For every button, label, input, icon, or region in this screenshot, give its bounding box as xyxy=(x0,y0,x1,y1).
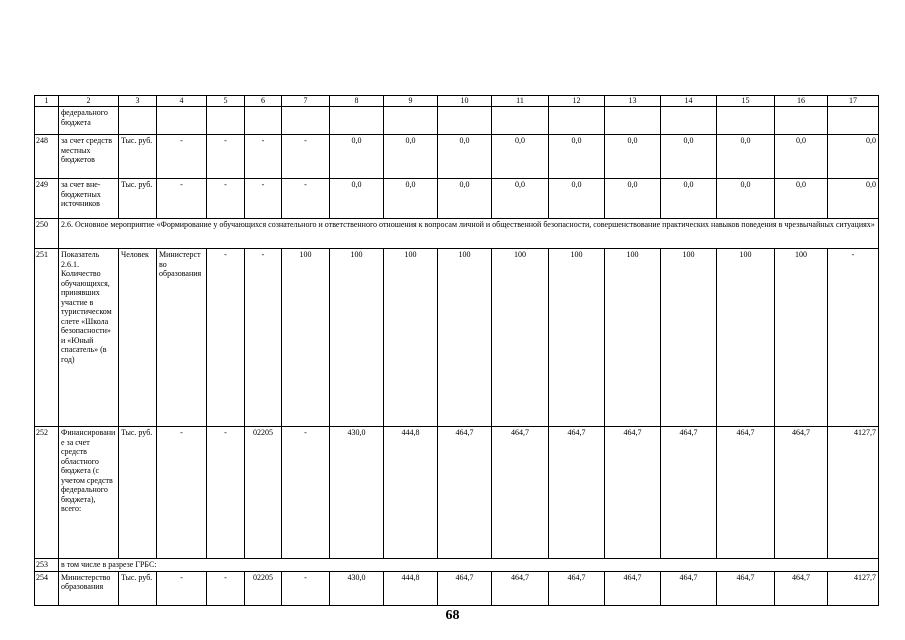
cell: федерального бюджета xyxy=(59,107,119,135)
cell: 0,0 xyxy=(384,135,438,179)
cell xyxy=(492,107,549,135)
cell: Министерство образования xyxy=(59,571,119,605)
section-row xyxy=(35,219,879,249)
cell: 0,0 xyxy=(775,135,828,179)
col-header: 1 xyxy=(35,96,59,107)
table-row xyxy=(35,179,879,219)
cell: 100 xyxy=(717,249,775,427)
cell: 464,7 xyxy=(549,571,605,605)
cell: - xyxy=(282,135,330,179)
cell xyxy=(330,107,384,135)
table-row xyxy=(35,571,879,605)
col-header: 14 xyxy=(661,96,717,107)
cell: 444,8 xyxy=(384,571,438,605)
row-number: 250 xyxy=(35,219,59,249)
col-header: 12 xyxy=(549,96,605,107)
cell: - xyxy=(245,249,282,427)
cell: 0,0 xyxy=(330,135,384,179)
cell: 0,0 xyxy=(438,179,492,219)
cell: - xyxy=(207,179,245,219)
cell: 0,0 xyxy=(661,135,717,179)
cell: за счет вне-бюджетных источников xyxy=(59,179,119,219)
cell: Человек xyxy=(119,249,157,427)
cell: 0,0 xyxy=(717,179,775,219)
col-header: 4 xyxy=(157,96,207,107)
cell: 464,7 xyxy=(717,427,775,559)
row-number: 252 xyxy=(35,427,59,559)
cell: за счет средств местных бюджетов xyxy=(59,135,119,179)
cell: - xyxy=(157,571,207,605)
cell xyxy=(661,107,717,135)
cell: - xyxy=(157,135,207,179)
cell xyxy=(384,107,438,135)
cell: - xyxy=(245,135,282,179)
cell: 0,0 xyxy=(492,179,549,219)
cell: 0,0 xyxy=(330,179,384,219)
col-header: 2 xyxy=(59,96,119,107)
col-header: 16 xyxy=(775,96,828,107)
cell: - xyxy=(207,571,245,605)
row-number: 249 xyxy=(35,179,59,219)
cell: 464,7 xyxy=(438,427,492,559)
cell xyxy=(157,107,207,135)
cell: - xyxy=(245,179,282,219)
col-header: 3 xyxy=(119,96,157,107)
cell: 02205 xyxy=(245,427,282,559)
cell: 4127,7 xyxy=(828,427,879,559)
cell: 4127,7 xyxy=(828,571,879,605)
cell: 100 xyxy=(605,249,661,427)
cell: - xyxy=(207,249,245,427)
cell: 430,0 xyxy=(330,571,384,605)
row-number: 251 xyxy=(35,249,59,427)
cell: - xyxy=(207,427,245,559)
table-row xyxy=(35,135,879,179)
row-number: 248 xyxy=(35,135,59,179)
cell: 100 xyxy=(330,249,384,427)
col-header: 7 xyxy=(282,96,330,107)
cell: 464,7 xyxy=(661,571,717,605)
cell xyxy=(828,107,879,135)
cell: 02205 xyxy=(245,571,282,605)
cell: Тыс. руб. xyxy=(119,179,157,219)
cell: 444,8 xyxy=(384,427,438,559)
cell: 0,0 xyxy=(549,179,605,219)
cell: 464,7 xyxy=(717,571,775,605)
cell: - xyxy=(282,427,330,559)
section-row xyxy=(35,559,879,572)
cell: Министерство образования xyxy=(157,249,207,427)
cell: 464,7 xyxy=(438,571,492,605)
cell: 0,0 xyxy=(605,179,661,219)
cell xyxy=(549,107,605,135)
cell xyxy=(245,107,282,135)
cell: 464,7 xyxy=(605,427,661,559)
cell: Тыс. руб. xyxy=(119,135,157,179)
cell xyxy=(282,107,330,135)
col-header: 11 xyxy=(492,96,549,107)
cell: 0,0 xyxy=(775,179,828,219)
row-number xyxy=(35,107,59,135)
cell: 100 xyxy=(775,249,828,427)
cell: 0,0 xyxy=(438,135,492,179)
cell: - xyxy=(282,571,330,605)
table-row xyxy=(35,107,879,135)
cell xyxy=(605,107,661,135)
cell: - xyxy=(207,135,245,179)
cell: - xyxy=(157,179,207,219)
cell: 464,7 xyxy=(661,427,717,559)
cell: - xyxy=(282,179,330,219)
cell: 100 xyxy=(282,249,330,427)
cell: 0,0 xyxy=(384,179,438,219)
col-header: 17 xyxy=(828,96,879,107)
col-header: 9 xyxy=(384,96,438,107)
cell: - xyxy=(828,249,879,427)
cell: 100 xyxy=(384,249,438,427)
section-title: в том числе в разрезе ГРБС: xyxy=(59,559,879,572)
cell: 464,7 xyxy=(549,427,605,559)
cell: 100 xyxy=(492,249,549,427)
data-table xyxy=(34,95,879,606)
cell: 464,7 xyxy=(775,427,828,559)
cell: 0,0 xyxy=(661,179,717,219)
cell: 464,7 xyxy=(605,571,661,605)
cell: 0,0 xyxy=(828,179,879,219)
col-header: 6 xyxy=(245,96,282,107)
cell: 100 xyxy=(549,249,605,427)
column-number-row xyxy=(35,96,879,107)
cell: - xyxy=(157,427,207,559)
cell: 464,7 xyxy=(492,427,549,559)
cell xyxy=(438,107,492,135)
cell: Тыс. руб. xyxy=(119,571,157,605)
cell: 0,0 xyxy=(549,135,605,179)
cell: 100 xyxy=(661,249,717,427)
cell xyxy=(775,107,828,135)
page-number: 68 xyxy=(445,608,460,623)
cell: 0,0 xyxy=(605,135,661,179)
cell: 100 xyxy=(438,249,492,427)
cell: 430,0 xyxy=(330,427,384,559)
cell: 0,0 xyxy=(492,135,549,179)
col-header: 13 xyxy=(605,96,661,107)
cell xyxy=(119,107,157,135)
row-number: 253 xyxy=(35,559,59,572)
table-row xyxy=(35,427,879,559)
cell: Финансирование за счет средств областного бюджета (с учетом средств федерального бюджета), всего: xyxy=(59,427,119,559)
cell: 0,0 xyxy=(717,135,775,179)
col-header: 5 xyxy=(207,96,245,107)
col-header: 15 xyxy=(717,96,775,107)
col-header: 10 xyxy=(438,96,492,107)
cell: Показатель 2.6.1. Количество обучающихся, принявших участие в туристическом слете «Школа безопасности» и «Юный спасатель» (в год) xyxy=(59,249,119,427)
table-row xyxy=(35,249,879,427)
col-header: 8 xyxy=(330,96,384,107)
cell xyxy=(717,107,775,135)
row-number: 254 xyxy=(35,571,59,605)
cell xyxy=(207,107,245,135)
cell: Тыс. руб. xyxy=(119,427,157,559)
section-title: 2.6. Основное мероприятие «Формирование у обучающихся сознательного и ответственного отношения к вопросам личной и общественной безопасности, совершенствование практических навыков поведения в чрезвычайных ситуациях» xyxy=(59,219,879,249)
cell: 464,7 xyxy=(492,571,549,605)
cell: 464,7 xyxy=(775,571,828,605)
cell: 0,0 xyxy=(828,135,879,179)
